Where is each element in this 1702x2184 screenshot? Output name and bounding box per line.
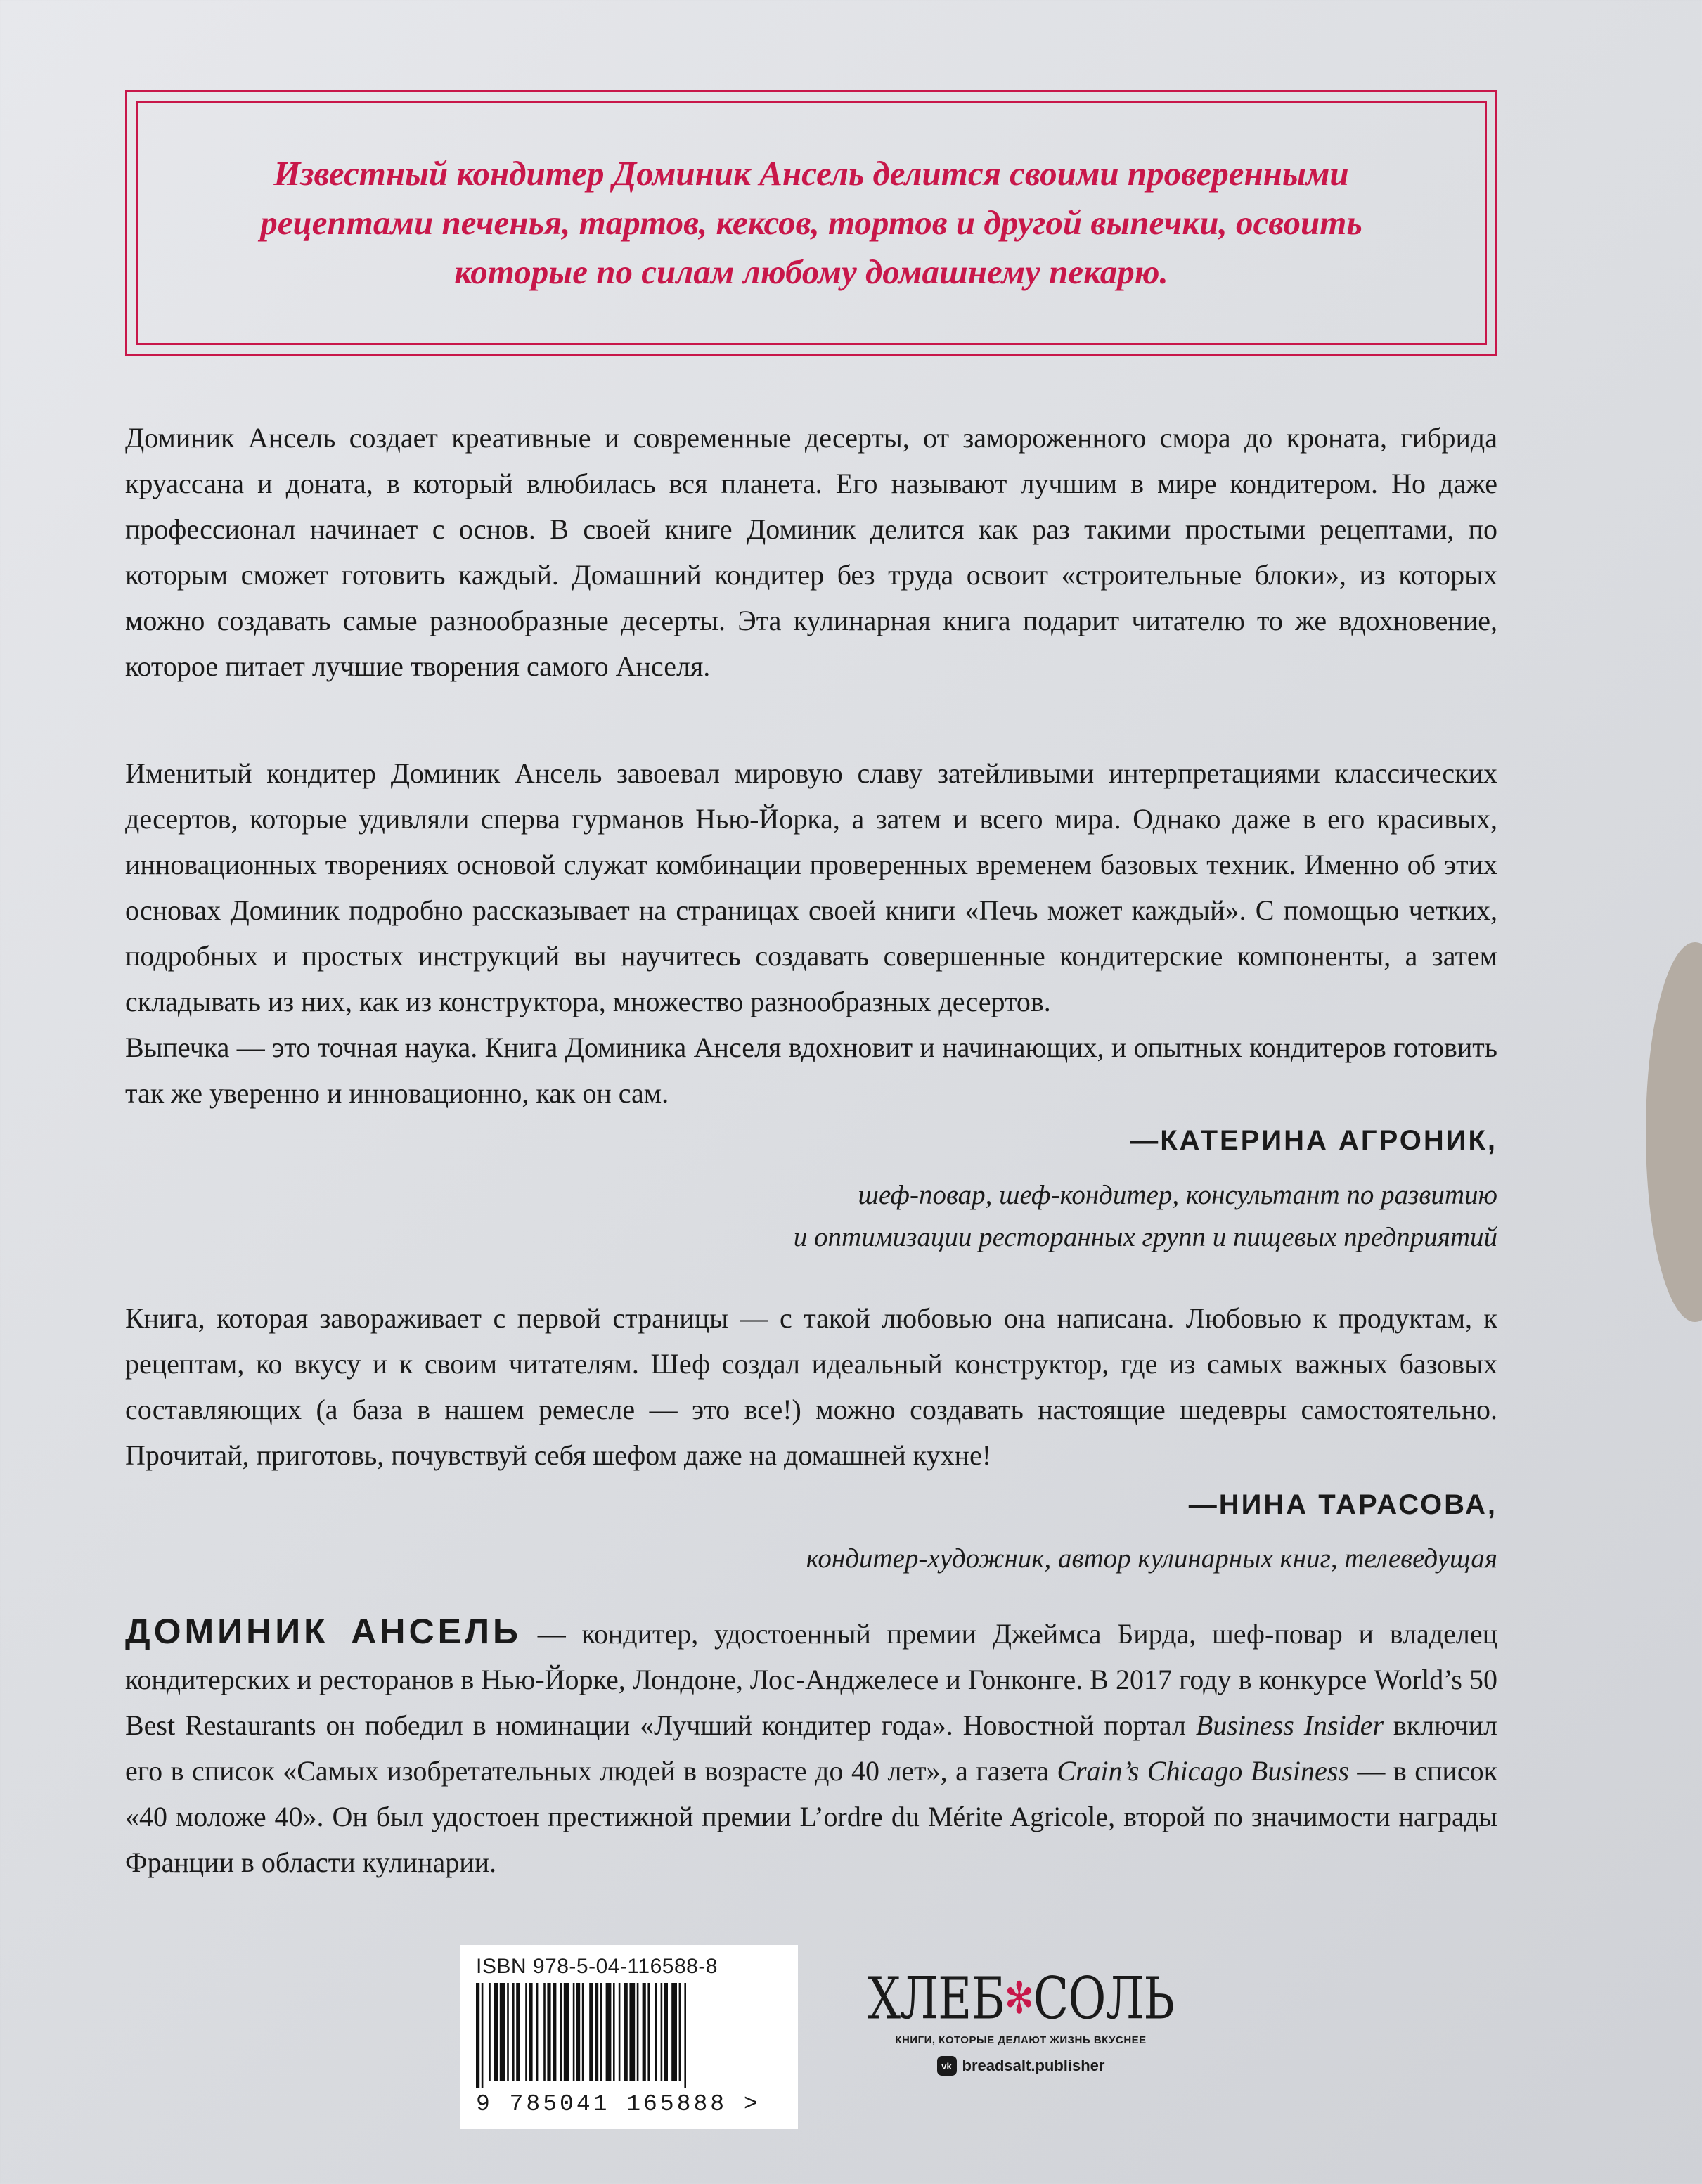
publisher-logo xyxy=(868,1963,1174,2034)
review-tarasova xyxy=(125,1295,1497,1478)
review-tarasova-text: Книга, которая завораживает с первой страницы — с такой любовью она написана. Любовью к продуктам, к рецептам, ко вкусу и к своим читателям. Шеф создал идеальный конструктор, где из самых важных базовых составляющих (а база в нашем ремесле — это все!) можно создавать настоящие шедевры самостоятельно. Прочитай, приготовь, почувствуй себя шефом даже на домашней кухне! xyxy=(125,1302,1497,1471)
vk-icon: vk xyxy=(937,2056,957,2076)
author-bio-part1: — кондитер, удостоенный премии Джеймса Бирда, шеф-повар и владелец кондитерских и ресторанов в Нью-Йорке, Лондоне, Лос-Анджелесе и Гонконге. В 2017 году в конкурсе World’s 50 Best Restaurants он победил в номинации «Лучший кондитер года». Новостной портал xyxy=(125,1618,1498,1741)
author-bio-text xyxy=(125,1609,1497,1885)
publisher-vk-handle: breadsalt.publisher xyxy=(962,2057,1105,2074)
author-bio-business-insider: Business Insider xyxy=(1195,1709,1384,1741)
author-bio-part3: — в список «40 моложе 40». Он был удостоен престижной премии L’ordre du Mérite Agricole, второй по значимости награды Франции в области кулинарии. xyxy=(125,1755,1498,1878)
publisher-logo-right: СОЛЬ xyxy=(1033,1965,1174,2033)
review-agronik-role-line1: шеф-повар, шеф-кондитер, консультант по развитию xyxy=(858,1180,1497,1210)
review-agronik-role-line2: и оптимизации ресторанных групп и пищевых предприятий xyxy=(793,1222,1497,1252)
author-bio-part2: включил его в список «Самых изобретательных людей в возрасте до 40 лет», а газета xyxy=(125,1709,1498,1787)
author-bio-crains: Crain’s Chicago Business xyxy=(1057,1755,1349,1787)
review-agronik-role xyxy=(794,1174,1497,1259)
review-agronik-author: —КАТЕРИНА АГРОНИК, xyxy=(1130,1125,1497,1156)
review-tarasova-author: —НИНА ТАРАСОВА, xyxy=(1188,1489,1497,1520)
isbn-text: ISBN 978-5-04-116588-8 xyxy=(476,1955,718,1978)
barcode-box xyxy=(460,1945,798,2129)
asterisk-icon: ✻ xyxy=(1004,1972,1033,2024)
blurb-text: Известный кондитер Доминик Ансель делится своими проверенными рецептами печенья, тартов, кексов, тортов и другой выпечки, освоить которые по силам любому домашнему пекарю. xyxy=(260,154,1362,291)
blurb-frame-inner xyxy=(136,101,1487,345)
publisher-block xyxy=(866,1965,1175,2076)
barcode-icon xyxy=(476,1983,782,2088)
publisher-logo-left: ХЛЕБ xyxy=(868,1965,1005,2033)
review-agronik xyxy=(125,750,1497,1116)
publisher-tagline: КНИГИ, КОТОРЫЕ ДЕЛАЮТ ЖИЗНЬ ВКУСНЕЕ xyxy=(895,2034,1147,2046)
review-tarasova-role: кондитер-художник, автор кулинарных книг, телеведущая xyxy=(806,1543,1497,1574)
publisher-vk[interactable] xyxy=(866,2056,1175,2076)
description-text: Доминик Ансель создает креативные и современные десерты, от замороженного смора до кроната, гибрида круассана и доната, в который влюбилась вся планета. Его называют лучшим в мире кондитером. Но даже профессионал начинает с основ. В своей книге Доминик делится как раз такими простыми рецептами, по которым сможет готовить каждый. Домашний кондитер без труда освоит «строительные блоки», из которых можно создавать самые разнообразные десерты. Эта кулинарная книга подарит читателю то же вдохновение, которое питает лучшие творения самого Анселя. xyxy=(125,422,1497,682)
decorative-edge-shape xyxy=(1646,942,1702,1322)
barcode-digits: 9 785041 165888 > xyxy=(476,2091,761,2117)
description-paragraph xyxy=(125,415,1497,689)
author-bio-name: ДОМИНИК АНСЕЛЬ xyxy=(125,1612,522,1651)
blurb-frame xyxy=(125,90,1497,356)
review-agronik-text-a: Именитый кондитер Доминик Ансель завоевал мировую славу затейливыми интерпретациями классических десертов, которые удивляли сперва гурманов Нью-Йорка, а затем и всего мира. Однако даже в его красивых, инновационных творениях основой служат комбинации проверенных временем базовых техник. Именно об этих основах Доминик подробно рассказывает на страницах своей книги «Печь может каждый». С помощью четких, подробных и простых инструкций вы научитесь создавать совершенные кондитерские компоненты, а затем складывать из них, как из конструктора, множество разнообразных десертов. xyxy=(125,757,1497,1017)
author-bio xyxy=(125,1609,1497,1885)
review-agronik-text-b: Выпечка — это точная наука. Книга Доминика Анселя вдохновит и начинающих, и опытных кондитеров готовить так же уверенно и инновационно, как он сам. xyxy=(125,1032,1497,1109)
